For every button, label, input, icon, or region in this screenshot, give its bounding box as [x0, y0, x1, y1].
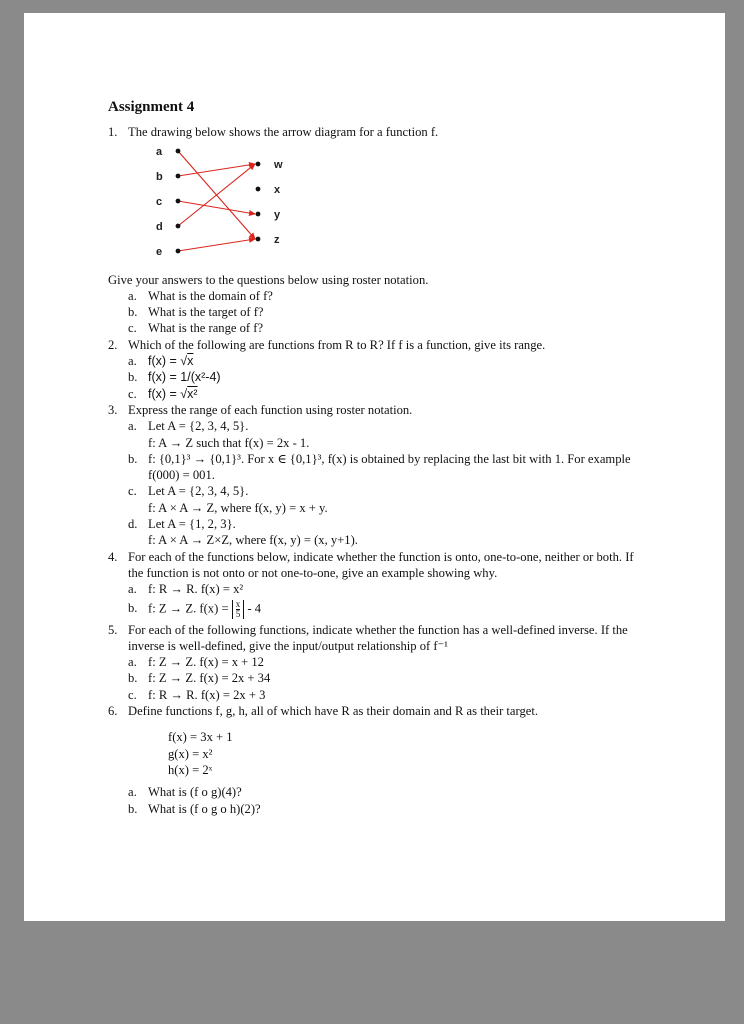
arrow-diagram-svg	[108, 145, 308, 267]
question-4: 4. For each of the functions below, indicate whether the function is onto, one-to-one, neither or both. If the function is not onto or not one-to-one, give an example showing why. a. f: R → R. f(x) = x² b. f: Z → Z. f(x) = $\frac{x}{5}$ - 4	[108, 549, 638, 619]
q4-item-a: a. f: R → R. f(x) = x²	[128, 582, 244, 597]
q3-item-b: b. f: {0,1}³ → {0,1}³. For x ∈ {0,1}³, f(x) is obtained by replacing the last bit with 1. For example f(000) = 001.	[128, 451, 631, 483]
domain-label-d: d	[156, 220, 163, 233]
question-2: 2. Which of the following are functions from R to R? If f is a function, give its range. a. f(x) = √x b. f(x) = 1/(x²-4) c. f(x) = √x²	[108, 337, 638, 402]
q6-item-a: a. What is (f o g)(4)?	[128, 785, 242, 800]
domain-label-a: a	[156, 145, 163, 158]
domain-dot-b	[176, 173, 181, 178]
question-number: 1.	[108, 125, 118, 140]
domain-label-b: b	[156, 170, 163, 183]
q4-item-b: b. f: Z → Z. f(x) = $\frac{x}{5}$ - 4	[128, 598, 261, 619]
target-label-z: z	[274, 233, 280, 246]
target-dot-y	[256, 211, 261, 216]
target-dot-x	[256, 186, 261, 191]
q3-item-a: a. Let A = {2, 3, 4, 5}. f: A → Z such that f(x) = 2x - 1.	[128, 419, 310, 450]
page-title: Assignment 4	[108, 99, 195, 115]
q2-item-b: b. f(x) = 1/(x²-4)	[128, 370, 221, 385]
question-1	[108, 124, 638, 140]
target-dot-w	[256, 161, 261, 166]
question-6: 6. Define functions f, g, h, all of which have R as their domain and R as their target. f(x) = 3x + 1 g(x) = x² h(x) = 2ˣ a. What is (f o g)(4)? b. What is (f o g o h)(2)?	[108, 703, 638, 817]
arrow-e-to-z	[178, 239, 255, 251]
q5-item-a: a. f: Z → Z. f(x) = x + 12	[128, 655, 264, 670]
target-label-x: x	[274, 183, 281, 196]
def-f: f(x) = 3x + 1	[168, 730, 233, 745]
arrow-c-to-y	[178, 201, 255, 214]
question-text: The drawing below shows the arrow diagram for a function f.	[128, 125, 439, 140]
floor-fraction: $\frac{x}{5}$	[232, 600, 245, 619]
def-h: h(x) = 2ˣ	[168, 762, 213, 777]
domain-dot-c	[176, 198, 181, 203]
q6-item-b: b. What is (f o g o h)(2)?	[128, 801, 261, 816]
target-dot-z	[256, 236, 261, 241]
q3-item-c: c. Let A = {2, 3, 4, 5}. f: A × A → Z, where f(x, y) = x + y.	[128, 484, 328, 515]
domain-label-c: c	[156, 195, 163, 208]
q2-item-c: c. f(x) = √x²	[128, 386, 198, 401]
question-5: 5. For each of the following functions, indicate whether the function has a well-defined inverse. If the inverse is well-defined, give the input/output relationship of f⁻¹ a. f: Z → Z. f(x) = x + 12 b. f: Z → Z. f(x) = 2x + 34 c. f: R → R. f(x) = 2x + 3	[108, 622, 638, 703]
domain-label-e: e	[156, 245, 163, 258]
def-g: g(x) = x²	[168, 746, 213, 761]
q1-item-b: b. What is the target of f?	[128, 305, 264, 320]
q1-item-a: a. What is the domain of f?	[128, 288, 273, 303]
question-3: 3. Express the range of each function using roster notation. a. Let A = {2, 3, 4, 5}. f: A → Z such that f(x) = 2x - 1. b. f: {0,1}³ → {0,1}³. For x ∈ {0,1}³, f(x) is obtained by replacing the last bit with 1. For example f(000) = 001. c. Let A = {2, 3, 4, 5}. f: A × A → Z, where f(x, y) = x + y. d. Let A = {1, 2, 3}. f: A × A → Z×Z, where f(x, y) = (x, y+1).	[108, 402, 638, 549]
q1-intro: Give your answers to the questions below using roster notation.	[108, 272, 429, 287]
q1-item-c: c. What is the range of f?	[128, 321, 264, 336]
arrow-b-to-w	[178, 164, 255, 176]
q5-item-c: c. f: R → R. f(x) = 2x + 3	[128, 687, 266, 702]
assignment-content	[108, 99, 638, 817]
q5-item-b: b. f: Z → Z. f(x) = 2x + 34	[128, 671, 271, 686]
target-label-y: y	[274, 208, 281, 221]
q3-item-d: d. Let A = {1, 2, 3}. f: A × A → Z×Z, where f(x, y) = (x, y+1).	[128, 517, 358, 548]
domain-dot-a	[176, 148, 181, 153]
arrow-d-to-w	[178, 164, 255, 226]
function-definitions	[128, 729, 638, 778]
domain-dot-d	[176, 223, 181, 228]
domain-dot-e	[176, 248, 181, 253]
arrow-diagram	[108, 145, 638, 267]
document-page	[24, 13, 725, 921]
q2-item-a: a. f(x) = √x	[128, 354, 194, 369]
target-label-w: w	[274, 158, 283, 171]
